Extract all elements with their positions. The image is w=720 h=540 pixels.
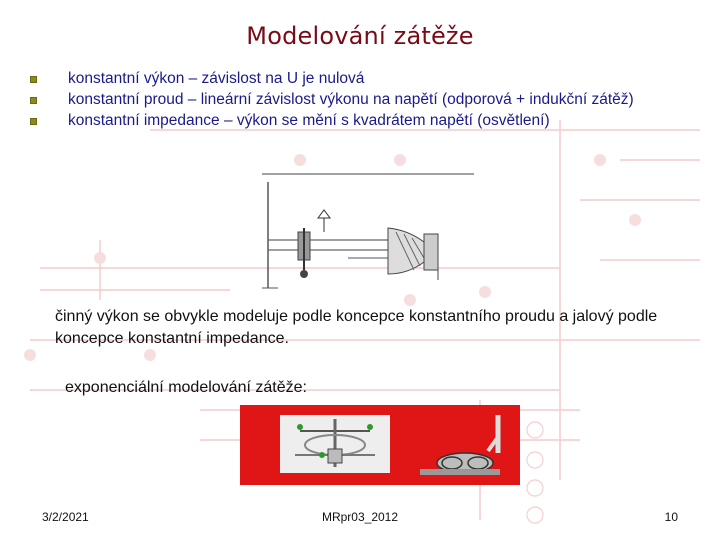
paragraph-active-reactive: činný výkon se obvykle modeluje podle koncepce konstantního proudu a jalový podle koncepce konstantní impedance. xyxy=(55,308,658,347)
mechanical-model-photo xyxy=(240,405,520,485)
footer-page-number: 10 xyxy=(664,510,678,524)
bullet-text: konstantní impedance – výkon se mění s kvadrátem napětí (osvětlení) xyxy=(68,112,550,129)
bullet-item xyxy=(30,110,690,131)
slide-title: Modelování zátěže xyxy=(246,22,474,50)
square-bullet-icon xyxy=(30,118,37,125)
bullet-list xyxy=(30,68,690,131)
square-bullet-icon xyxy=(30,97,37,104)
square-bullet-icon xyxy=(30,76,37,83)
footer-date: 3/2/2021 xyxy=(42,510,89,524)
bullet-item xyxy=(30,89,690,110)
bullet-text: konstantní výkon – závislost na U je nulová xyxy=(68,70,365,87)
bullet-text: konstantní proud – lineární závislost výkonu na napětí (odporová + indukční zátěž) xyxy=(68,91,634,108)
bullet-item xyxy=(30,68,690,89)
load-model-diagram xyxy=(238,170,476,292)
footer-course-code: MRpr03_2012 xyxy=(321,510,399,524)
paragraph-exponential: exponenciální modelování zátěže: xyxy=(65,379,307,396)
